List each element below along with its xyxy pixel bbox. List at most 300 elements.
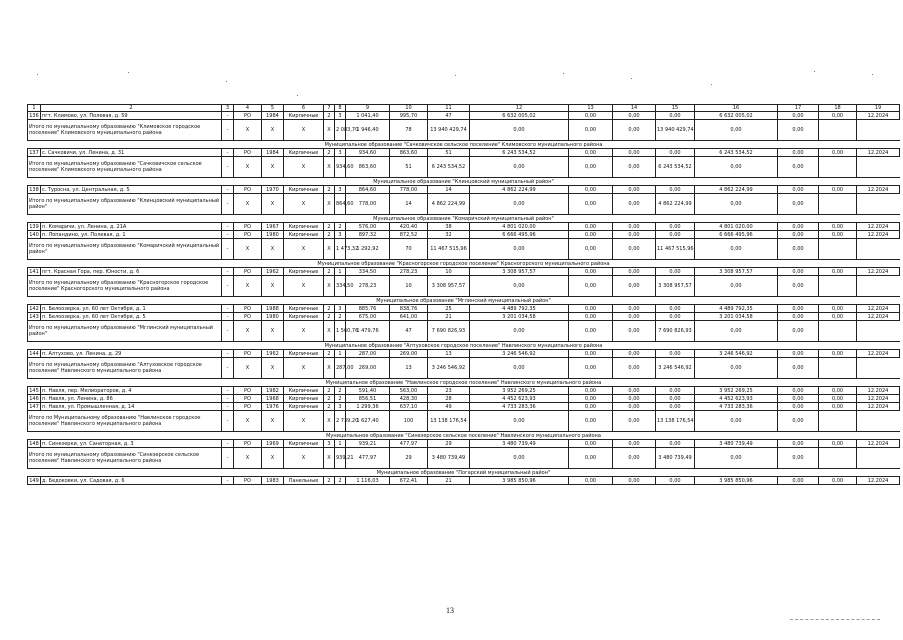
table-cell: 142 [29, 305, 39, 312]
table-cell: 269,00 [346, 358, 390, 379]
table-cell: 1 [335, 268, 346, 276]
table-cell: X [284, 276, 324, 297]
table-cell: 0,00 [695, 276, 778, 297]
municipality-name: Муниципальное образование "Синезерское сельское поселение" Навлинского муниципального района [28, 432, 900, 440]
column-number: 11 [428, 105, 470, 112]
table-cell: Кирпичные [284, 387, 324, 395]
subtotal-label: Итого по муниципальному образованию "Алтуховское городское поселение" Навлинского муниципального района [28, 358, 222, 379]
table-cell: 287,00 [335, 358, 346, 379]
table-cell: 0,00 [569, 231, 613, 239]
subtotal-row [28, 120, 900, 141]
table-cell: 78 [390, 120, 428, 141]
table-cell: 13 [428, 350, 470, 358]
address-cell: п. Навля, ул. Промышленная, д. 14 [41, 403, 222, 411]
table-cell: 12.2024 [857, 112, 900, 120]
table-cell: 1 292,92 [346, 239, 390, 260]
table-cell: X [284, 157, 324, 178]
address-cell: пгт. Климово, ул. Полевая, д. 59 [41, 112, 222, 120]
table-cell: 12.2024 [857, 149, 900, 157]
table-cell: X [324, 358, 335, 379]
address-cell: п. Алтухово, ул. Ленина, д. 29 [41, 350, 222, 358]
column-number: 9 [346, 105, 390, 112]
table-cell: 12.2024 [857, 231, 900, 239]
table-cell: X [234, 411, 262, 432]
table-cell: 0,00 [778, 313, 819, 321]
table-cell: 4 862 224,99 [428, 194, 470, 215]
table-cell: 1 041,40 [346, 112, 390, 120]
table-cell [819, 276, 857, 297]
table-cell: 13 [390, 358, 428, 379]
table-cell: 29 [390, 448, 428, 469]
table-cell: РО [234, 313, 262, 321]
table-cell: Кирпичные [284, 305, 324, 313]
table-cell: 0,00 [569, 321, 613, 342]
subtotal-row [28, 239, 900, 260]
footer-line [790, 619, 880, 620]
table-row [28, 223, 900, 231]
page-number: 13 [446, 606, 454, 615]
table-cell: 0,00 [613, 276, 656, 297]
table-row [28, 305, 900, 313]
column-number: 5 [262, 105, 284, 112]
table-cell: 6 632 005,02 [695, 112, 778, 120]
table-cell: 51 [390, 157, 428, 178]
table-row [28, 403, 900, 411]
table-cell: 13 940 429,74 [656, 120, 695, 141]
table-cell: 0,00 [470, 448, 569, 469]
table-cell: 3 [335, 186, 346, 194]
address-cell: п. Лопандино, ул. Полевая, д. 1 [41, 231, 222, 239]
table-cell: 3 246 546,92 [470, 350, 569, 358]
table-cell: 278,23 [390, 268, 428, 276]
table-cell: 0,00 [569, 440, 613, 448]
table-cell: - [222, 448, 234, 469]
table-cell: 47 [428, 112, 470, 120]
address-cell: п. Белоозерка, ул. 60 лет Октября, д. 1 [41, 305, 222, 313]
column-number: 19 [857, 105, 900, 112]
table-cell: 3 [335, 112, 346, 120]
table-cell: 0,00 [470, 358, 569, 379]
table-cell: - [222, 186, 234, 194]
table-row [28, 149, 900, 157]
table-cell: 0,00 [470, 276, 569, 297]
table-cell: Кирпичные [284, 268, 324, 276]
table-cell: 3 480 739,49 [695, 440, 778, 448]
municipality-header-row [28, 215, 900, 223]
table-cell: 0,00 [819, 305, 857, 313]
table-cell: 32 [428, 231, 470, 239]
table-cell: 278,23 [346, 276, 390, 297]
table-cell: 147 [29, 403, 39, 410]
table-cell: 4 862 224,99 [695, 186, 778, 194]
table-cell: 591,40 [346, 387, 390, 395]
table-cell: 0,00 [819, 403, 857, 411]
table-cell: 1983 [262, 477, 284, 485]
table-cell: 420,40 [390, 223, 428, 231]
table-cell: 934,60 [335, 157, 346, 178]
table-cell: 334,50 [335, 276, 346, 297]
table-cell: 3 480 739,49 [470, 440, 569, 448]
table-cell: 12.2024 [857, 395, 900, 403]
table-cell: 148 [29, 440, 39, 447]
table-cell: 10 [390, 276, 428, 297]
table-row [28, 350, 900, 358]
table-cell: 0,00 [778, 477, 819, 485]
table-cell: 0,00 [656, 477, 695, 485]
subtotal-label: Итого по муниципальному образованию "Климовское городское поселение" Климовского муниципального района [28, 120, 222, 141]
table-cell: 576,00 [346, 223, 390, 231]
table-cell: РО [234, 477, 262, 485]
table-cell: 4 489 792,35 [470, 305, 569, 313]
table-cell: 0,00 [569, 305, 613, 313]
table-cell: 0,00 [569, 350, 613, 358]
table-cell: 0,00 [613, 305, 656, 313]
table-cell: X [234, 194, 262, 215]
table-cell: X [234, 358, 262, 379]
table-cell: - [222, 120, 234, 141]
table-cell: 0,00 [569, 268, 613, 276]
address-cell: п. Навля, ул. Ленина, д. 86 [41, 395, 222, 403]
table-cell: 3 [335, 403, 346, 411]
table-cell: 4 733 283,36 [695, 403, 778, 411]
table-cell: 934,60 [346, 149, 390, 157]
table-cell: 0,00 [778, 268, 819, 276]
table-cell: 3 201 034,58 [470, 313, 569, 321]
table-cell: 856,51 [346, 395, 390, 403]
table-cell: 0,00 [656, 395, 695, 403]
table-cell: 0,00 [569, 120, 613, 141]
table-cell: Кирпичные [284, 112, 324, 120]
table-cell: X [284, 239, 324, 260]
table-cell: - [222, 223, 234, 231]
table-cell: 0,00 [613, 358, 656, 379]
table-cell: 0,00 [819, 395, 857, 403]
table-cell: X [324, 239, 335, 260]
table-cell: 0,00 [778, 157, 819, 178]
table-cell: 0,00 [819, 477, 857, 485]
table-cell: - [222, 403, 234, 411]
table-cell: 939,21 [335, 448, 346, 469]
table-cell: 0,00 [656, 112, 695, 120]
address-cell: с. Туросна, ул. Центральная, д. 5 [41, 186, 222, 194]
table-cell: 0,00 [613, 120, 656, 141]
table-cell: 334,50 [346, 268, 390, 276]
address-cell: д. Бедоковки, ул. Садовая, д. 6 [41, 477, 222, 485]
table-cell: 0,00 [778, 231, 819, 239]
table-cell: 6 243 534,52 [656, 157, 695, 178]
table-cell: 2 [324, 149, 335, 157]
table-cell: 12.2024 [857, 313, 900, 321]
table-cell: 863,60 [390, 149, 428, 157]
table-cell: 0,00 [569, 239, 613, 260]
table-cell: 0,00 [819, 186, 857, 194]
table-cell: X [284, 411, 324, 432]
subtotal-label: Итого по муниципальному образованию "Комаричский муниципальный район" [28, 239, 222, 260]
table-cell: 0,00 [778, 194, 819, 215]
table-row [28, 395, 900, 403]
table-cell: 0,00 [569, 313, 613, 321]
table-cell: 3 246 546,92 [656, 358, 695, 379]
table-cell: 0,00 [613, 186, 656, 194]
municipality-header-row [28, 297, 900, 305]
table-cell: 0,00 [656, 313, 695, 321]
table-cell: 0,00 [569, 395, 613, 403]
table-cell: 1980 [262, 231, 284, 239]
table-cell: 4 801 020,00 [695, 223, 778, 231]
table-cell: 13 138 176,54 [656, 411, 695, 432]
table-cell: - [222, 350, 234, 358]
table-cell: 1968 [262, 395, 284, 403]
table-cell: 1962 [262, 350, 284, 358]
table-cell [819, 411, 857, 432]
table-row [28, 387, 900, 395]
table-cell: 287,00 [346, 350, 390, 358]
table-cell: Кирпичные [284, 350, 324, 358]
table-cell: Кирпичные [284, 313, 324, 321]
column-number-row [28, 105, 900, 112]
table-cell: X [324, 194, 335, 215]
table-cell: 12.2024 [857, 268, 900, 276]
table-cell: 3 308 957,57 [695, 268, 778, 276]
table-cell: Кирпичные [284, 403, 324, 411]
table-cell: 2 [324, 313, 335, 321]
table-cell: Кирпичные [284, 231, 324, 239]
table-cell: 0,00 [470, 411, 569, 432]
table-cell: 0,00 [613, 387, 656, 395]
table-cell: 0,00 [656, 440, 695, 448]
subtotal-label: Итого по муниципальному образованию "Красногорское городское поселение" Красногорского муниципального района [28, 276, 222, 297]
table-cell: РО [234, 403, 262, 411]
table-cell: РО [234, 268, 262, 276]
table-cell: 0,00 [695, 120, 778, 141]
table-cell: 0,00 [695, 194, 778, 215]
table-cell: X [234, 239, 262, 260]
table-cell: - [222, 358, 234, 379]
table-cell: 641,00 [390, 313, 428, 321]
column-number: 17 [778, 105, 819, 112]
table-cell: 6 666 495,96 [470, 231, 569, 239]
table-row [28, 477, 900, 485]
municipality-header-row [28, 260, 900, 268]
table-cell: 0,00 [819, 112, 857, 120]
table-cell: X [262, 276, 284, 297]
table-cell: 0,00 [613, 448, 656, 469]
table-cell: 0,00 [569, 112, 613, 120]
table-cell: 6 632 005,02 [470, 112, 569, 120]
subtotal-row [28, 448, 900, 469]
table-cell: 0,00 [470, 321, 569, 342]
municipality-name: Муниципальное образование "Навлинское городское поселение" Навлинского муниципального района [28, 379, 900, 387]
table-cell: 12.2024 [857, 350, 900, 358]
column-number: 18 [819, 105, 857, 112]
table-cell: 21 [428, 477, 470, 485]
table-cell: 7 690 826,93 [656, 321, 695, 342]
table-cell: 6 666 495,96 [695, 231, 778, 239]
table-cell: X [262, 358, 284, 379]
table-cell: 637,10 [390, 403, 428, 411]
table-cell: 0,00 [569, 411, 613, 432]
municipality-name: Муниципальное образование "Клинцовский муниципальный район" [28, 178, 900, 186]
column-number: 6 [284, 105, 324, 112]
table-cell: X [262, 448, 284, 469]
table-cell: 428,30 [390, 395, 428, 403]
table-cell: X [262, 157, 284, 178]
table-cell: 25 [428, 305, 470, 313]
table-cell: - [222, 268, 234, 276]
table-cell: 0,00 [695, 411, 778, 432]
table-cell: 0,00 [613, 403, 656, 411]
table-cell: 0,00 [613, 149, 656, 157]
table-cell: 138 [29, 186, 39, 193]
table-cell: 0,00 [778, 321, 819, 342]
table-cell: - [222, 411, 234, 432]
subtotal-label: Итого по муниципальному образованию "Мглинский муниципальный район" [28, 321, 222, 342]
table-cell: 477,97 [390, 440, 428, 448]
table-cell: 897,32 [346, 231, 390, 239]
table-cell: 146 [29, 395, 39, 402]
table-cell: 0,00 [569, 477, 613, 485]
table-cell [819, 358, 857, 379]
table-cell: 0,00 [613, 268, 656, 276]
table-cell: 0,00 [656, 268, 695, 276]
table-cell: 0,00 [613, 112, 656, 120]
municipality-name: Муниципальное образование "Алтуховское городское поселение" Навлинского муниципального района [28, 342, 900, 350]
table-cell: 0,00 [613, 395, 656, 403]
table-cell: 144 [29, 350, 39, 357]
table-cell: 3 308 957,57 [470, 268, 569, 276]
table-cell: 1 [335, 350, 346, 358]
table-row [28, 440, 900, 448]
table-cell: 3 201 034,58 [695, 313, 778, 321]
municipality-header-row [28, 379, 900, 387]
table-cell: 863,60 [346, 157, 390, 178]
table-cell: - [222, 305, 234, 313]
table-cell: РО [234, 387, 262, 395]
table-cell: 2 [324, 387, 335, 395]
table-cell: 3 308 957,57 [656, 276, 695, 297]
column-number: 2 [41, 105, 222, 112]
table-cell: Кирпичные [284, 223, 324, 231]
table-cell: 3 985 850,96 [695, 477, 778, 485]
table-cell: 1984 [262, 149, 284, 157]
table-cell: 0,00 [613, 194, 656, 215]
housing-register-table [27, 104, 900, 485]
table-cell: 1969 [262, 440, 284, 448]
table-cell: 838,76 [390, 305, 428, 313]
table-cell: 12.2024 [857, 387, 900, 395]
table-cell: - [222, 313, 234, 321]
table-cell: 0,00 [569, 276, 613, 297]
table-cell: 6 243 534,52 [695, 149, 778, 157]
table-cell: РО [234, 231, 262, 239]
table-cell: 675,00 [346, 313, 390, 321]
table-cell [819, 448, 857, 469]
table-cell: 3 308 957,57 [428, 276, 470, 297]
table-cell: 145 [29, 387, 39, 394]
table-cell: 47 [390, 321, 428, 342]
subtotal-row [28, 358, 900, 379]
table-cell: 136 [29, 112, 39, 119]
table-cell: Кирпичные [284, 186, 324, 194]
table-cell: X [324, 448, 335, 469]
table-cell: 2 [324, 186, 335, 194]
column-number: 3 [222, 105, 234, 112]
table-cell: 0,00 [470, 157, 569, 178]
table-cell: 4 733 283,36 [470, 403, 569, 411]
table-cell: 3 480 739,49 [428, 448, 470, 469]
table-cell [819, 239, 857, 260]
subtotal-row [28, 411, 900, 432]
municipality-name: Муниципальное образование "Погарский муниципальный район" [28, 469, 900, 477]
table-cell: 885,76 [346, 305, 390, 313]
table-cell: 778,00 [390, 186, 428, 194]
table-cell: - [222, 231, 234, 239]
table-cell: 0,00 [695, 358, 778, 379]
table-cell: 0,00 [778, 239, 819, 260]
table-cell: 28 [428, 395, 470, 403]
table-cell: 0,00 [819, 350, 857, 358]
table-cell: - [222, 321, 234, 342]
table-cell: X [324, 411, 335, 432]
table-cell: 3 952 269,25 [470, 387, 569, 395]
table-cell: 0,00 [778, 120, 819, 141]
table-cell: 0,00 [569, 149, 613, 157]
column-number: 1 [28, 105, 41, 112]
table-cell: X [262, 321, 284, 342]
subtotal-label: Итого по муниципальному образованию "Клинцовский муниципальный район" [28, 194, 222, 215]
table-cell: - [222, 194, 234, 215]
table-cell: - [222, 149, 234, 157]
table-cell: 0,00 [819, 440, 857, 448]
table-cell: 0,00 [569, 223, 613, 231]
table-cell: 4 862 224,99 [470, 186, 569, 194]
table-cell: 1980 [262, 313, 284, 321]
subtotal-row [28, 157, 900, 178]
municipality-header-row [28, 469, 900, 477]
table-cell: X [234, 448, 262, 469]
column-number: 16 [695, 105, 778, 112]
table-cell: 38 [428, 223, 470, 231]
table-cell: РО [234, 440, 262, 448]
table-cell: X [234, 120, 262, 141]
table-cell: X [262, 239, 284, 260]
table-cell: 14 [428, 186, 470, 194]
table-cell: 3 [324, 440, 335, 448]
table-cell: 0,00 [778, 186, 819, 194]
table-cell: 0,00 [470, 120, 569, 141]
table-cell: 939,21 [346, 440, 390, 448]
table-cell: 864,60 [346, 186, 390, 194]
table-cell: 1988 [262, 305, 284, 313]
table-cell: 0,00 [778, 305, 819, 313]
table-cell: 0,00 [656, 305, 695, 313]
table-cell: 143 [29, 313, 39, 320]
table-cell: - [222, 395, 234, 403]
table-cell: 0,00 [778, 411, 819, 432]
subtotal-row [28, 321, 900, 342]
table-cell: 0,00 [819, 231, 857, 239]
subtotal-row [28, 276, 900, 297]
table-cell: 0,00 [613, 239, 656, 260]
municipality-header-row [28, 141, 900, 149]
municipality-header-row [28, 178, 900, 186]
address-cell: п. Навля, пер. Мелиораторов, д. 4 [41, 387, 222, 395]
table-cell: 0,00 [569, 186, 613, 194]
table-cell: X [234, 321, 262, 342]
table-cell: 1 [335, 440, 346, 448]
column-number: 12 [470, 105, 569, 112]
table-cell: 1970 [262, 186, 284, 194]
